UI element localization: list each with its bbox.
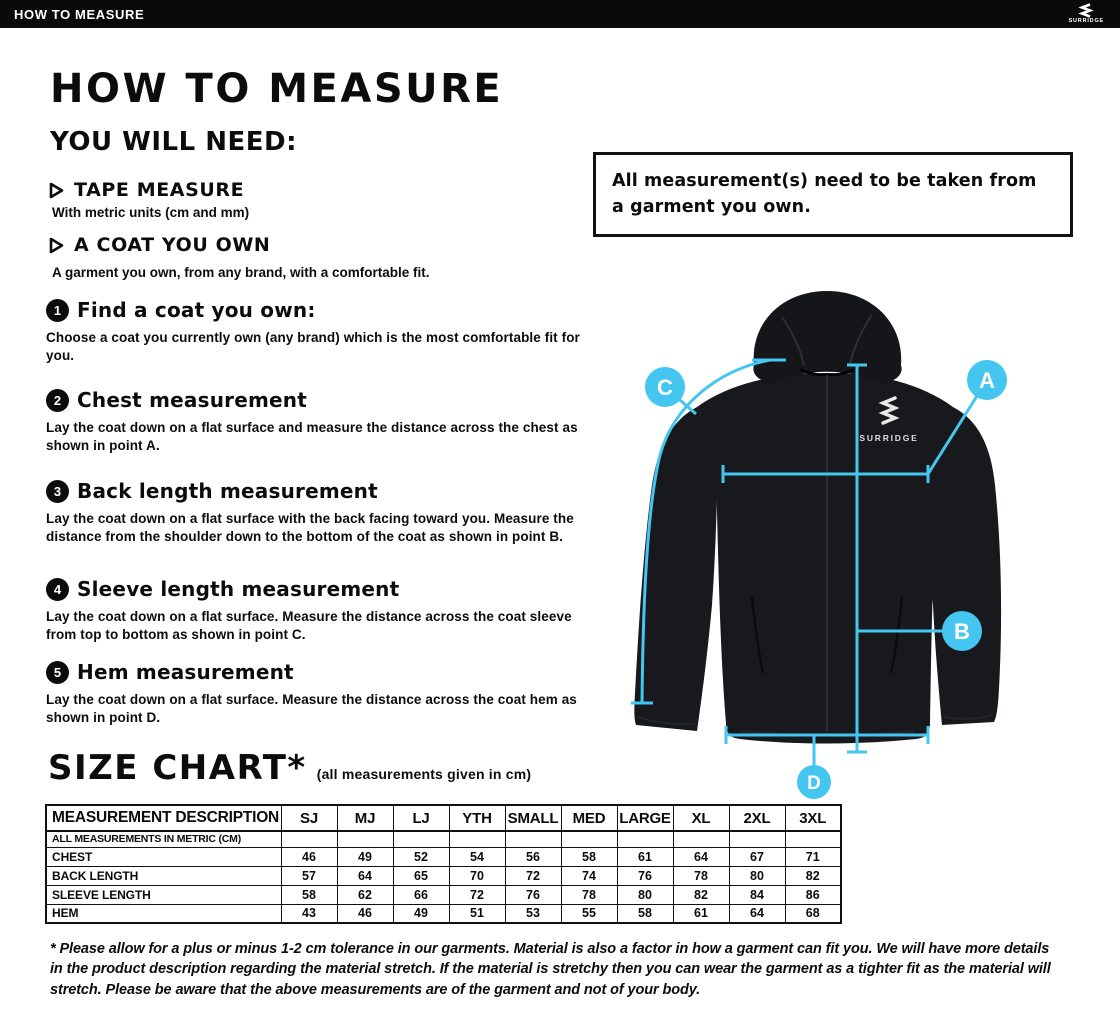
cell: 82 — [785, 866, 841, 885]
step-body: Lay the coat down on a flat surface with the back facing toward you. Measure the distance from the shoulder down to the bottom of the coat as shown in point B. — [46, 511, 574, 545]
size-chart-table — [45, 804, 842, 924]
col-header: MJ — [337, 805, 393, 831]
surridge-s-mark-icon — [1078, 3, 1094, 18]
cell: 61 — [617, 847, 673, 866]
cell: 74 — [561, 866, 617, 885]
step-2 — [46, 388, 591, 456]
cell: 76 — [505, 885, 561, 904]
cell: 84 — [729, 885, 785, 904]
point-b-label: B — [954, 619, 970, 644]
measurement-notice-box — [593, 152, 1073, 237]
cell: 57 — [281, 866, 337, 885]
jacket-measurement-diagram — [600, 273, 1060, 808]
cell: 46 — [281, 847, 337, 866]
cell: 78 — [561, 885, 617, 904]
cell: 72 — [449, 885, 505, 904]
tolerance-disclaimer: * Please allow for a plus or minus 1-2 cm tolerance in our garments. Material is also a factor in how a garment can fit you. We will have more details in the product description regarding the material stretch. If the material is stretchy then you can wear the garment as a tighter fit as the material will stretch. Please be aware that the above measurements are of the garment and not of your body. — [50, 941, 1051, 998]
cell: 56 — [505, 847, 561, 866]
requirement-coat — [48, 234, 588, 280]
cell: 46 — [337, 904, 393, 923]
table-row-back-length — [46, 866, 841, 885]
cell: 55 — [561, 904, 617, 923]
step-title: Chest measurement — [77, 388, 307, 412]
table-row-chest — [46, 847, 841, 866]
cell: 66 — [393, 885, 449, 904]
col-header: LARGE — [617, 805, 673, 831]
cell: 64 — [673, 847, 729, 866]
step-4 — [46, 577, 591, 645]
requirement-label: TAPE MEASURE — [74, 179, 245, 201]
jacket-illustration — [634, 291, 1001, 744]
row-label: BACK LENGTH — [46, 866, 281, 885]
step-number-badge: 3 — [46, 480, 69, 503]
topbar-brand-text: SURRIDGE — [1068, 18, 1104, 25]
cell: 54 — [449, 847, 505, 866]
step-3 — [46, 479, 591, 547]
cell: 68 — [785, 904, 841, 923]
col-header: MEASUREMENT DESCRIPTION — [46, 805, 281, 831]
topbar-title: HOW TO MEASURE — [14, 6, 145, 22]
step-body: Lay the coat down on a flat surface. Measure the distance across the coat sleeve from top to bottom as shown in point C. — [46, 609, 572, 643]
cell: 49 — [393, 904, 449, 923]
cell: 70 — [449, 866, 505, 885]
cell: 58 — [281, 885, 337, 904]
row-label: SLEEVE LENGTH — [46, 885, 281, 904]
requirement-detail: With metric units (cm and mm) — [52, 205, 250, 220]
table-header-row — [46, 805, 841, 831]
cell: 80 — [617, 885, 673, 904]
step-title: Hem measurement — [77, 660, 294, 684]
cell: 67 — [729, 847, 785, 866]
col-header: 3XL — [785, 805, 841, 831]
you-will-need-heading: YOU WILL NEED: — [50, 127, 297, 157]
point-a-label: A — [979, 368, 995, 393]
step-title: Find a coat you own: — [77, 298, 316, 322]
step-number-badge: 5 — [46, 661, 69, 684]
cell: 80 — [729, 866, 785, 885]
size-chart-subtitle: (all measurements given in cm) — [316, 766, 532, 782]
topbar — [0, 0, 1120, 28]
measurement-notice-text: All measurement(s) need to be taken from a garment you own. — [612, 171, 1037, 218]
requirement-tape-measure — [48, 179, 588, 220]
triangle-bullet-icon — [48, 237, 65, 254]
col-header: SJ — [281, 805, 337, 831]
cell: 72 — [505, 866, 561, 885]
requirement-detail: A garment you own, from any brand, with a comfortable fit. — [52, 265, 430, 280]
jacket-logo-text: SURRIDGE — [859, 433, 919, 443]
col-header: LJ — [393, 805, 449, 831]
step-body: Lay the coat down on a flat surface and measure the distance across the chest as shown in point A. — [46, 420, 578, 454]
requirement-label: A COAT YOU OWN — [74, 234, 271, 256]
col-header: 2XL — [729, 805, 785, 831]
cell: 71 — [785, 847, 841, 866]
cell: 82 — [673, 885, 729, 904]
step-number-badge: 4 — [46, 578, 69, 601]
cell: 61 — [673, 904, 729, 923]
page-title: HOW TO MEASURE — [50, 66, 504, 112]
step-5 — [46, 660, 591, 728]
point-d-label: D — [807, 773, 821, 794]
step-number-badge: 1 — [46, 299, 69, 322]
cell: 62 — [337, 885, 393, 904]
cell: 49 — [337, 847, 393, 866]
surridge-logo-icon — [1069, 3, 1104, 25]
step-title: Back length measurement — [77, 479, 378, 503]
step-body: Lay the coat down on a flat surface. Measure the distance across the coat hem as shown in point D. — [46, 692, 577, 726]
step-title: Sleeve length measurement — [77, 577, 400, 601]
cell: 65 — [393, 866, 449, 885]
cell: 64 — [729, 904, 785, 923]
cell: 52 — [393, 847, 449, 866]
triangle-bullet-icon — [48, 182, 65, 199]
note-cell: ALL MEASUREMENTS IN METRIC (CM) — [46, 831, 281, 847]
step-1 — [46, 298, 591, 366]
step-number-badge: 2 — [46, 389, 69, 412]
table-row-hem — [46, 904, 841, 923]
cell: 64 — [337, 866, 393, 885]
row-label: HEM — [46, 904, 281, 923]
col-header: XL — [673, 805, 729, 831]
col-header: SMALL — [505, 805, 561, 831]
cell: 43 — [281, 904, 337, 923]
cell: 58 — [561, 847, 617, 866]
size-chart-title: SIZE CHART* — [48, 748, 307, 788]
table-note-row — [46, 831, 841, 847]
cell: 78 — [673, 866, 729, 885]
table-row-sleeve-length — [46, 885, 841, 904]
size-chart-heading — [48, 748, 531, 788]
row-label: CHEST — [46, 847, 281, 866]
cell: 76 — [617, 866, 673, 885]
cell: 86 — [785, 885, 841, 904]
step-body: Choose a coat you currently own (any brand) which is the most comfortable fit for you. — [46, 330, 580, 364]
point-c-label: C — [657, 375, 673, 400]
cell: 53 — [505, 904, 561, 923]
cell: 58 — [617, 904, 673, 923]
col-header: YTH — [449, 805, 505, 831]
cell: 51 — [449, 904, 505, 923]
col-header: MED — [561, 805, 617, 831]
